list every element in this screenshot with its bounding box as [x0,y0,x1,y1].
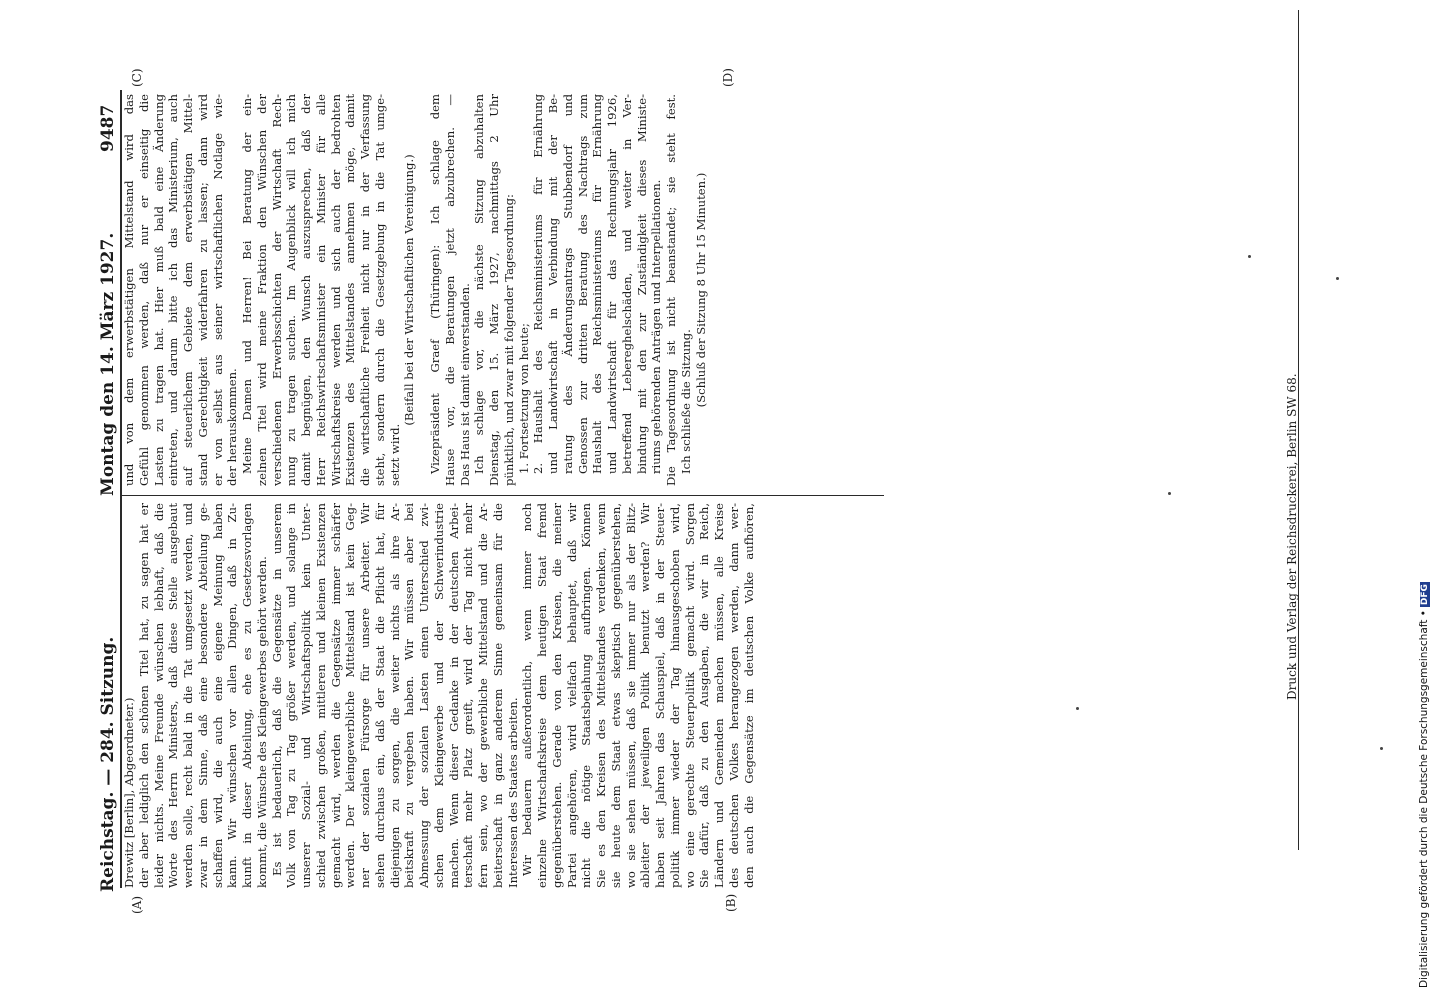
text-line [417,94,428,486]
text-line: und von dem erwerbstätigen Mittelstand wird das [122,94,136,486]
text-line: steht, sondern durch die Gesetzgebung in die Tat umge- [372,94,387,486]
text-line: Die Tagesordnung ist nicht beanstandet; sie steht fest. [664,94,678,486]
text-line: Wirtschaftskreise werden und sich auch der bedrohten [328,94,343,486]
text-line: schaffen wird, die auch eine eigene Meinung haben [210,503,225,888]
text-line: Wir bedauern außerordentlich, wenn immer noch [520,503,535,876]
text-line: zelnen Titel wird meine Fraktion den Wünschen der [254,94,269,486]
text-line: verschiedenen Erwerbsschichten der Wirtschaft Rech- [269,94,284,486]
text-line: Ich schließe die Sitzung. [678,329,693,474]
dfg-funding-note [1418,582,1430,988]
text-line: des deutschen Volkes herangezogen werden, dann wer- [726,503,741,888]
text-line: unserer Sozial- und Wirtschaftspolitik kein Unter- [299,503,313,888]
printer-imprint: Druck und Verlag der Reichsdruckerei, Berlin SW 68. [1285,373,1299,700]
text-line: werden. Der kleingewerbliche Mittelstand ist kein Geg- [343,503,358,888]
text-line: Partei angehören, wird vielfach behauptet, daß wir [564,503,579,888]
margin-mark-a: (A) [130,895,144,914]
text-line: diejenigen zu sorgen, die weiter nichts als ihre Ar- [387,503,402,888]
text-line: ner der sozialen Fürsorge für unsere Arbeiter. Wir [358,503,372,888]
text-line: Sie es den Kreisen des Mittelstandes verdenken, wenn [594,503,608,888]
text-line: nicht die nötige Staatsbejahung aufbringen. Können [579,503,594,888]
margin-mark-d: (D) [721,68,735,87]
text-line: wo sie sehen müssen, daß sie immer nur als der Blitz- [623,503,638,888]
text-line: Existenzen des Mittelstandes annehmen möge, damit [343,94,358,486]
page-number: 9487 [98,104,118,152]
text-line: Herr Reichswirtschaftsminister ein Minister für alle [313,94,328,486]
text-line: sie heute dem Staat etwas skeptisch gegenüberstehen, [608,503,623,888]
text-line: auf steuerlichem Gebiete dem erwerbstätigen Mittel- [181,94,195,486]
text-line: kunft in dieser Abteilung, ehe es zu Gesetzesvorlagen [240,503,254,888]
text-line: nung zu tragen suchen. Im Augenblick will ich mich [284,94,299,486]
text-line: kann. Wir wünschen vor allen Dingen, daß in Zu- [225,503,240,888]
text-line: schen dem Kleingewerbe und der Schwerindustrie [431,503,446,888]
text-line: Vizepräsident Graef (Thüringen): Ich schlage dem [428,94,442,474]
text-line: ratung des Änderungsantrags Stubbendorf und [560,94,575,474]
text-line: Dienstag, den 15. März 1927, nachmittags 2 Uhr [487,94,501,486]
text-line: ableiter der jeweiligen Politik benutzt werden? Wir [638,503,653,888]
text-line: 2. Haushalt des Reichsministeriums für Ernährung [531,94,546,474]
text-line: er von selbst aus seiner wirtschaftlichen Notlage wie- [210,94,225,486]
text-line: werden solle, recht bald in die Tat umgesetzt werden, und [181,503,195,888]
text-line: zwar in dem Sinne, daß eine besondere Abteilung ge- [195,503,210,888]
text-line: Ländern und Gemeinden machen müssen, alle Kreise [712,503,726,888]
text-line: und Landwirtschaft für das Rechnungsjahr 1926, [605,94,619,474]
header-left: Reichstag. — 284. Sitzung. [98,636,118,892]
text-line: kommt, die Wünsche des Kleingewerbes gehört werden. [254,556,269,888]
text-line: die wirtschaftliche Freiheit nicht nur in der Verfassung [358,94,372,486]
dfg-funding-text: Digitalisierung gefördert durch die Deutsche Forschungsgemeinschaft • [1418,610,1430,988]
text-line: betreffend Lebereghelschäden, und weiter in Ver- [619,94,634,474]
text-line: terschaft mehr Platz greift, wird der Tag nicht mehr [461,503,476,888]
text-line: schied zwischen großen, mittleren und kleinen Existenzen [313,503,328,888]
text-line: Es ist bedauerlich, daß die Gegensätze in unserem [269,503,284,876]
text-line: einzelne Wirtschaftskreise dem heutigen Staat fremd [535,503,549,888]
dfg-logo-icon: DFG [1420,584,1430,606]
text-line: Genossen zur dritten Beratung des Nachtrags zum [575,94,590,474]
margin-mark-c: (C) [130,68,144,87]
text-line: und Landwirtschaft in Verbindung mit der Be- [546,94,560,474]
text-line: stand Gerechtigkeit widerfahren zu lassen; dann wird [195,94,210,486]
text-line: machen. Wenn dieser Gedanke in der deutschen Arbei- [446,503,461,888]
left-text-column [122,503,756,888]
text-line: der herauskommen. [225,368,240,486]
text-line: Ich schlage vor, die nächste Sitzung abzuhalten [472,94,487,474]
column-divider [122,495,884,496]
text-line: riums gehörenden Anträgen und Interpellationen. [649,179,664,474]
text-line: Worte des Herrn Ministers, daß diese Stelle ausgebaut [166,503,181,888]
text-line: gegenüberstehen. Gerade von den Kreisen, die meiner [549,503,564,888]
text-line: Volk von Tag zu Tag größer werden, und solange in [284,503,299,888]
text-line: (Schluß der Sitzung 8 Uhr 15 Minuten.) [693,172,708,408]
text-line: den auch die Gegensätze im deutschen Volke aufhören, [741,503,756,888]
text-line: fern sein, wo der gewerbliche Mittelstand und die Ar- [476,503,490,888]
text-line: Sie dafür, daß zu den Ausgaben, die wir in Reich, [697,503,712,888]
text-line: pünktlich, und zwar mit folgender Tagesordnung: [501,194,516,486]
text-line: wo eine gerechte Steuerpolitik gemacht wird. Sorgen [682,503,697,888]
text-line: (Beifall bei der Wirtschaftlichen Vereinigung.) [402,154,417,426]
text-line: eintreten, und darum bitte ich das Ministerium, auch [166,94,181,486]
text-line: Abmessung der sozialen Lasten einen Unterschied zwi- [417,503,431,888]
text-line: Gefühl genommen werden, daß nur er einseitig die [136,94,151,486]
text-line: beiterschaft in ganz anderem Sinne gemeinsam für die [490,503,505,888]
text-line: Drewitz [Berlin], Abgeordneter.) [122,697,136,888]
text-line: beitskraft zu vergeben haben. Wir müssen aber bei [402,503,417,888]
text-line: sehen durchaus ein, daß der Staat die Pflicht hat, für [372,503,387,888]
text-line: Haushalt des Reichsministeriums für Ernährung [590,94,605,474]
text-line: Lasten zu tragen hat. Hier muß bald eine Änderung [151,94,166,486]
text-line: Meine Damen und Herren! Bei Beratung der ein- [240,94,254,474]
text-line: bindung mit den zur Zuständigkeit dieses Ministe- [634,94,649,474]
text-line: Interessen des Staates arbeiten. [505,697,520,888]
text-line: 1. Fortsetzung von heute; [516,323,531,474]
text-line: Hause vor, die Beratungen jetzt abzubrechen. — [442,94,457,486]
text-line: damit begnügen, den Wunsch auszusprechen, daß der [299,94,313,486]
text-line: der aber lediglich den schönen Titel hat, zu sagen hat er [136,503,151,888]
text-line: gemacht wird, werden die Gegensätze immer schärfer [328,503,343,888]
margin-mark-b: (B) [724,893,738,912]
text-line: politik immer wieder der Tag hinausgeschoben wird, [667,503,682,888]
text-line: haben seit Jahren das Schauspiel, daß in der Steuer- [653,503,667,888]
header-center: Montag den 14. März 1927. [98,232,118,496]
right-text-column [122,94,708,486]
text-line: Das Haus ist damit einverstanden. [457,283,472,486]
text-line: leider nichts. Meine Freunde wünschen lebhaft, daß die [151,503,166,888]
text-line: setzt wird. [387,423,402,486]
